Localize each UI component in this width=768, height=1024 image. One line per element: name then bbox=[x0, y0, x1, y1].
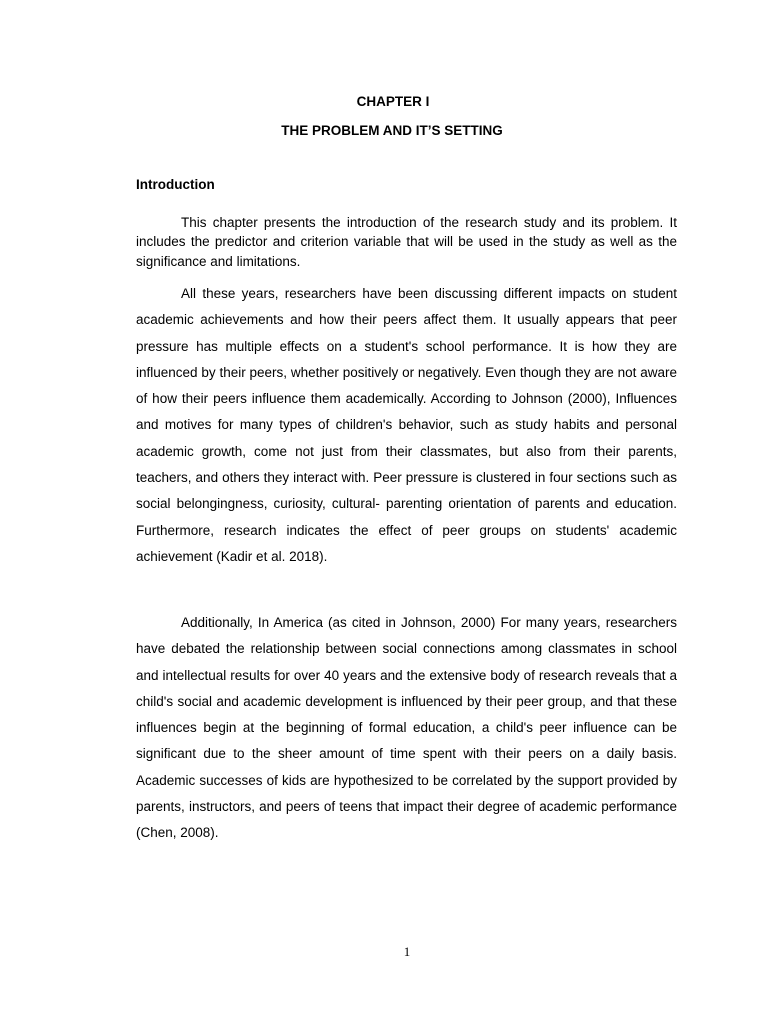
paragraph: This chapter presents the introduction of the research study and its problem. It includes the predictor and criterion variable that will be used in the study as well as the significance and limitations. bbox=[136, 215, 677, 269]
chapter-label: CHAPTER I bbox=[356, 94, 430, 109]
paragraph: All these years, researchers have been discussing different impacts on student academic achievements and how their peers affect them. It usually appears that peer pressure has multiple effects on a student's school performance. It is how they are influenced by their peers, whether positively or negatively. Even though they are not aware of how their peers influence them academically. According to Johnson (2000), Influences and motives for many types of children's behavior, such as study habits and personal academic growth, come not just from their classmates, but also from their parents, teachers, and others they interact with. Peer pressure is clustered in four sections such as social belongingness, curiosity, cultural- parenting orientation of parents and education. Furthermore, research indicates the effect of peer groups on students' academic achievement (Kadir et al. 2018). bbox=[136, 286, 677, 564]
page-number: 1 bbox=[403, 944, 411, 959]
chapter-title: THE PROBLEM AND IT’S SETTING bbox=[281, 123, 503, 138]
section-heading-introduction: Introduction bbox=[136, 177, 215, 192]
paragraph: Additionally, In America (as cited in Johnson, 2000) For many years, researchers have debated the relationship between social connections among classmates in school and intellectual results for over 40 years and the extensive body of research reveals that a child's social and academic development is influenced by their peer group, and that these influences begin at the beginning of formal education, a child's peer influence can be significant due to the sheer amount of time spent with their peers on a daily basis. Academic successes of kids are hypothesized to be correlated by the support provided by parents, instructors, and peers of teens that impact their degree of academic performance (Chen, 2008). bbox=[136, 615, 677, 841]
